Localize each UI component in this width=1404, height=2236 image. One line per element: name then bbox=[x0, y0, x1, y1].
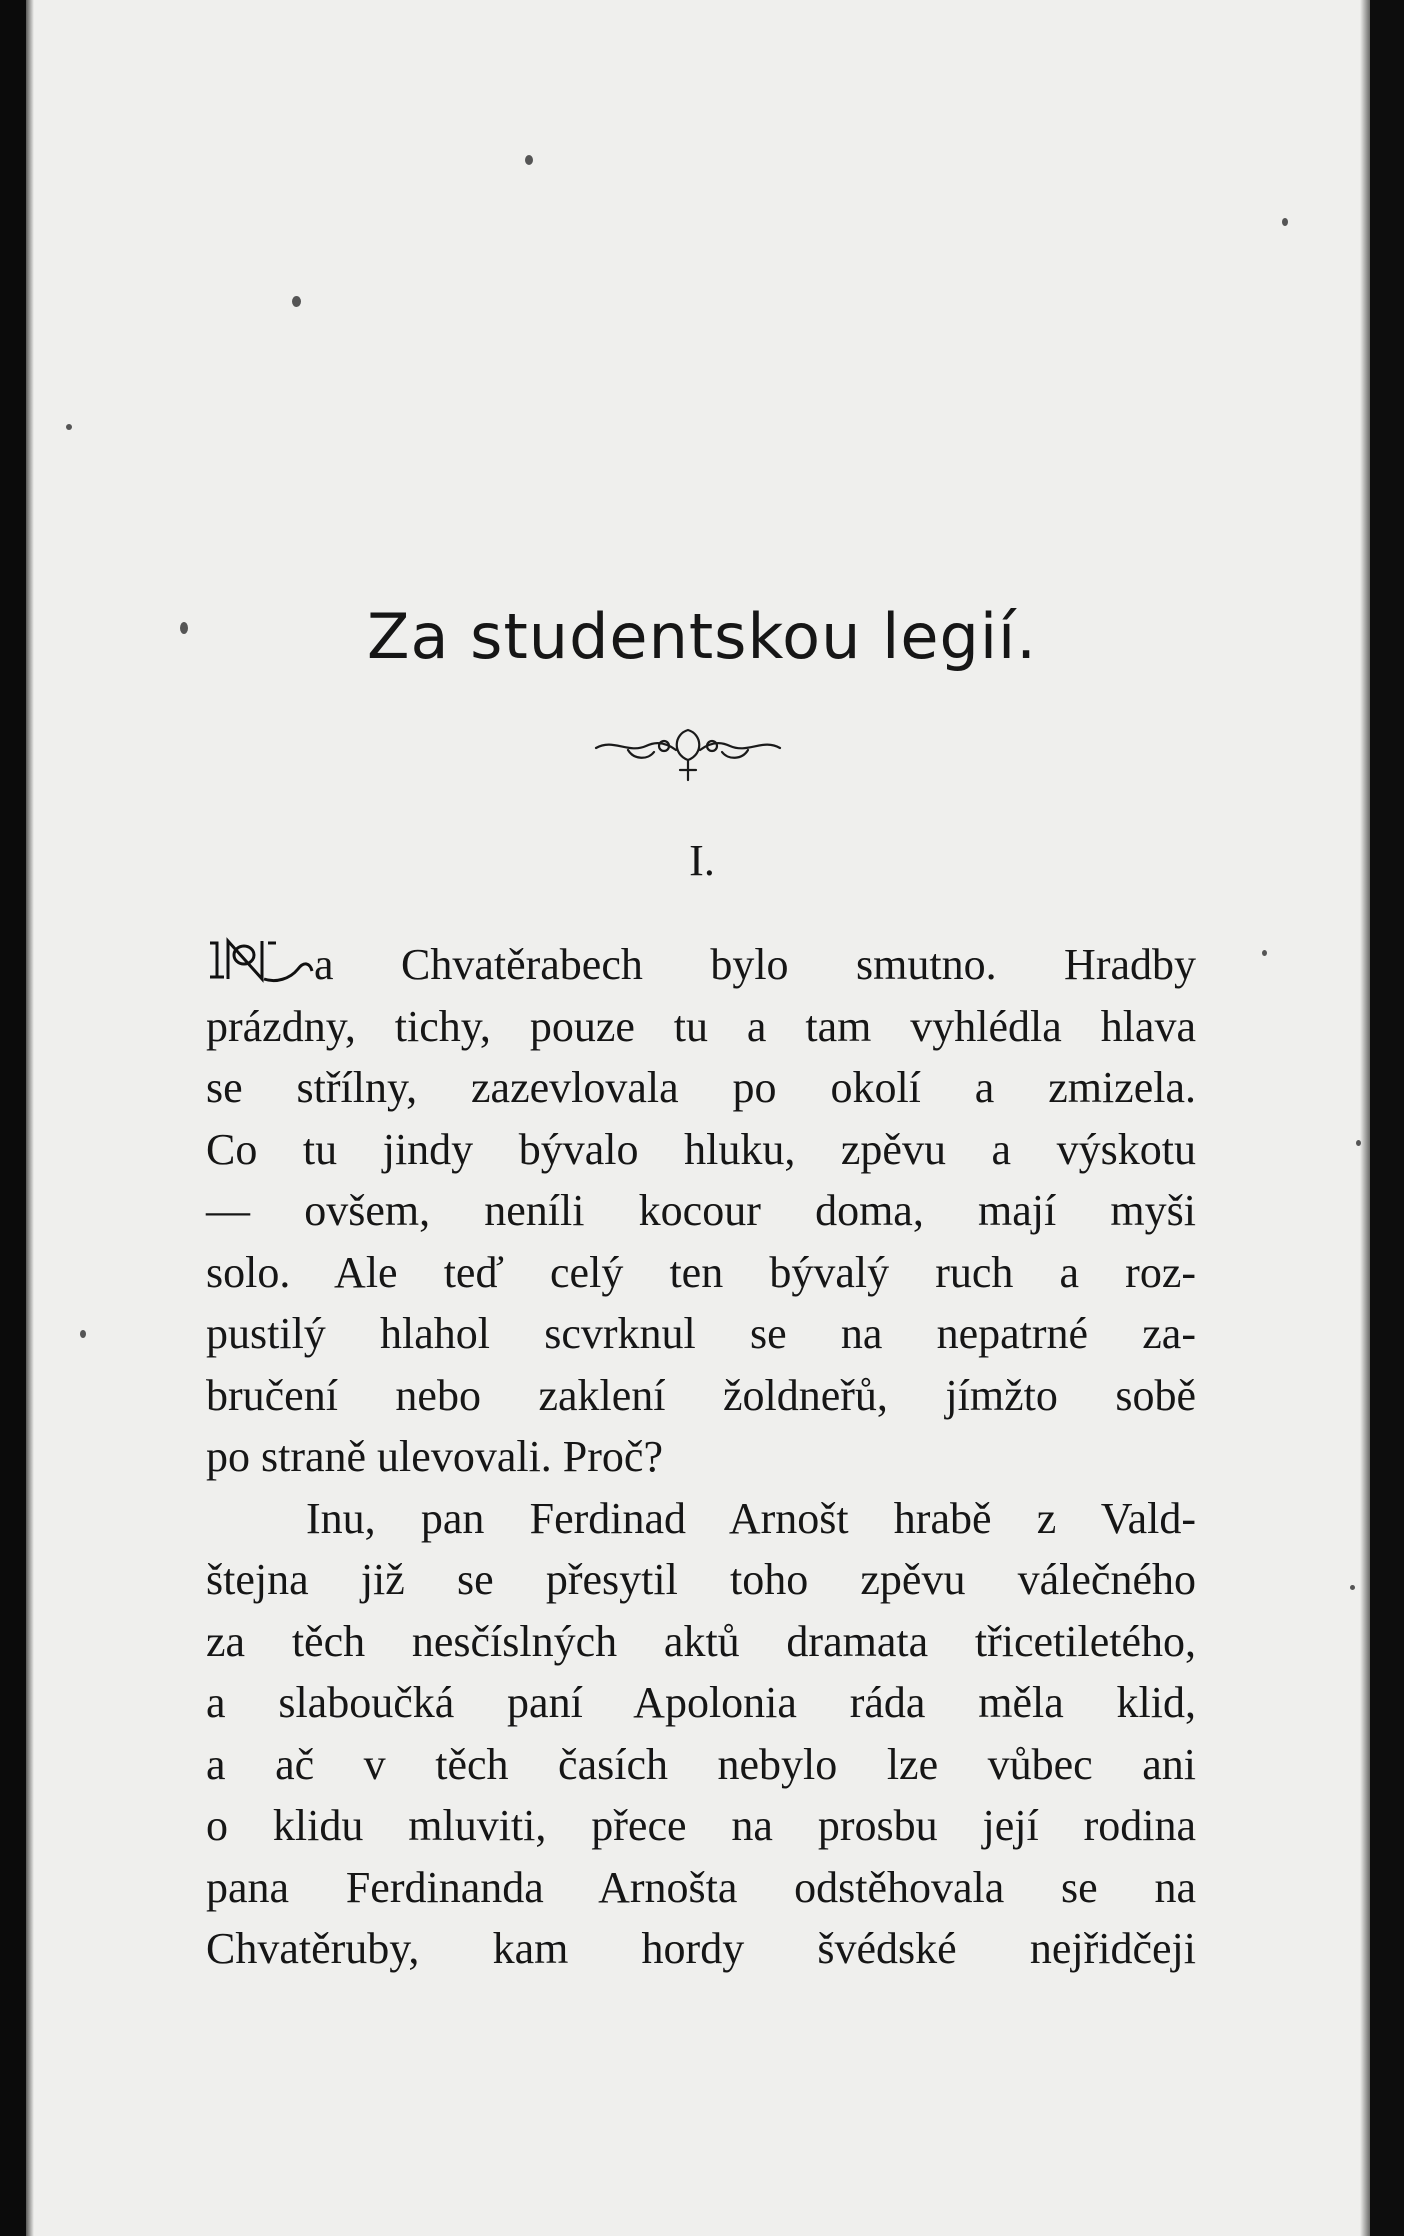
text-line: za těch nesčíslných aktů dramata třicetiletého, bbox=[206, 1616, 1196, 1666]
scan-speck bbox=[1356, 1140, 1361, 1146]
scan-speck bbox=[525, 155, 533, 165]
scan-speck bbox=[1262, 950, 1267, 956]
right-shadow bbox=[1360, 0, 1370, 2236]
flourish-ornament bbox=[588, 720, 788, 790]
line-text: a Chvatěrabech bylo smutno. Hradby bbox=[314, 940, 1196, 989]
scan-speck bbox=[292, 296, 301, 307]
text-line: prázdny, tichy, pouze tu a tam vyhlédla hlava bbox=[206, 1001, 1196, 1051]
text-line: Co tu jindy bývalo hluku, zpěvu a výskotu bbox=[206, 1124, 1196, 1174]
chapter-title: Za studentskou legií. bbox=[366, 600, 1037, 673]
text-line: o klidu mluviti, přece na prosbu její rodina bbox=[206, 1801, 1196, 1850]
decorative-initial-n bbox=[206, 935, 314, 987]
text-line: pana Ferdinanda Arnošta odstěhovala se na bbox=[206, 1862, 1196, 1912]
text-line: Chvatěruby, kam hordy švédské nejřidčeji bbox=[206, 1924, 1196, 1973]
text-line: a ač v těch časích nebylo lze vůbec ani bbox=[206, 1739, 1196, 1789]
left-shadow bbox=[26, 0, 34, 2236]
text-line: solo. Ale teď celý ten bývalý ruch a roz- bbox=[206, 1247, 1196, 1297]
text-line bbox=[206, 934, 1196, 996]
text-line: se střílny, zazevlovala po okolí a zmizela. bbox=[206, 1063, 1196, 1112]
scan-speck bbox=[1350, 1585, 1355, 1590]
text-line: Inu, pan Ferdinad Arnošt hrabě z Vald- bbox=[306, 1493, 1196, 1543]
right-page-edge bbox=[1370, 0, 1404, 2236]
text-line: — ovšem, neníli kocour doma, mají myši bbox=[206, 1186, 1196, 1235]
chapter-number: I. bbox=[689, 836, 715, 885]
left-binding-edge bbox=[0, 0, 26, 2236]
text-line: štejna již se přesytil toho zpěvu válečného bbox=[206, 1555, 1196, 1604]
text-line: po straně ulevovali. Proč? bbox=[206, 1432, 663, 1481]
text-line: bručení nebo zaklení žoldneřů, jímžto sobě bbox=[206, 1370, 1196, 1420]
text-line: a slaboučká paní Apolonia ráda měla klid, bbox=[206, 1678, 1196, 1727]
scan-speck bbox=[80, 1330, 86, 1338]
text-line: pustilý hlahol scvrknul se na nepatrné za- bbox=[206, 1309, 1196, 1358]
scan-speck bbox=[66, 424, 72, 430]
scan-speck bbox=[1282, 218, 1288, 226]
body-text bbox=[206, 934, 1196, 1980]
